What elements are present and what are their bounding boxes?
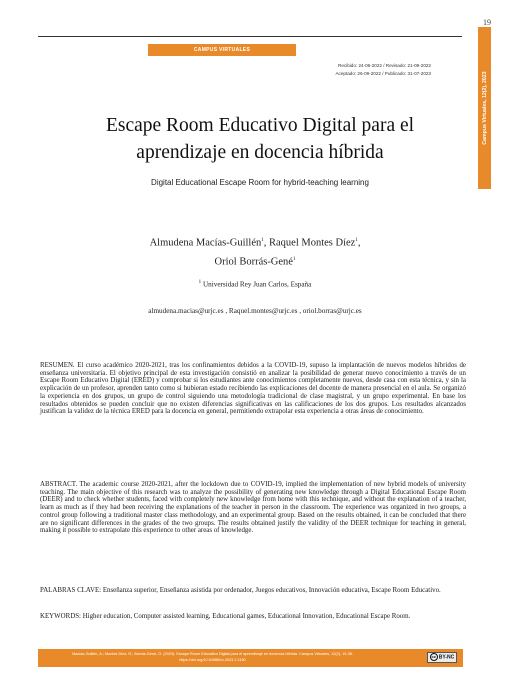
header-rule	[38, 36, 462, 37]
author-list: Almudena Macías-Guillén$^1$, Raquel Montes Díez$^1$, Oriol Borrás-Gené$^1$	[149, 237, 361, 267]
author-name: Almudena Macías-Guillén	[149, 237, 262, 249]
affiliation-mark: 1	[355, 238, 358, 243]
publication-dates	[335, 62, 431, 77]
page-number: 19	[483, 18, 491, 27]
section-tab: CAMPUS VIRTUALES	[148, 44, 296, 56]
affiliation-text: Universidad Rey Juan Carlos, España	[202, 280, 312, 289]
resumen-label: RESUMEN.	[40, 362, 75, 369]
license-badge	[427, 652, 457, 663]
article-subtitle: Digital Educational Escape Room for hybrid-teaching learning	[151, 178, 369, 187]
affiliation-mark: 1	[198, 280, 202, 285]
dates-accepted-published: Aceptado: 26-09-2022 / Publicado: 31-07-2023	[335, 70, 431, 76]
article-title: Escape Room Educativo Digital para el aprendizaje en docencia híbrida	[105, 115, 415, 163]
affiliation	[70, 280, 440, 288]
cc-icon: cc	[431, 654, 436, 659]
resumen-paragraph	[40, 362, 466, 416]
abstract-label: ABSTRACT.	[40, 481, 78, 488]
abstract-text: The academic course 2020-2021, after the lockdown due to COVID-19, implied the implementation of new hybrid models of university teaching. The main objective of this research was to analyze the possibility of generating new knowledge through a Digital Educational Escape Room (DEER) and to check whether students, faced with completely new knowledge from home with this technique, and without the explanation of a teacher, learn as much as if they had been receiving the explanations of the teacher in person in the classroom. The experience was organized in two groups, a control group following a traditional master class methodology, and an experimental group. Based on the results obtained, it can be concluded that there are no significant differences in the grades of the two groups. The results obtained justify the validity of the DEER technique for teaching in general, making it possible to extrapolate this experience to other areas of knowledge.	[40, 481, 466, 535]
palabras-clave-paragraph	[40, 587, 466, 595]
citation-text: Macías-Guillén, A.; Montes Díez, R.; Borrás-Gené, O. (2023). Escape Room Educativo Digital para el aprendizaje en docencia híbrida. Campus Virtuales, 12(2), 19-38. https://doi.org/10.54988/cv.2023.2.1160	[72, 652, 353, 662]
author-emails: almudena.macias@urjc.es , Raquel.montes@urjc.es , oriol.borras@urjc.es	[148, 307, 362, 315]
dates-received-revised: Recibido: 24-06-2022 / Revisado: 21-09-2022	[338, 63, 431, 68]
keywords-paragraph	[40, 613, 466, 621]
affiliation-mark: 1	[292, 256, 296, 262]
affiliation-mark: 1	[261, 238, 264, 243]
keywords-text: Higher education, Computer assisted learning, Educational games, Educational Innovation, Educational Escape Room.	[82, 613, 411, 620]
resumen-text: El curso académico 2020-2021, tras los confinamientos debidos a la COVID-19, supuso la implantación de nuevos modelos híbridos de enseñanza universitaria. El objetivo principal de esta investigación consistió en analizar la posibilidad de generar nuevo conocimiento a través de un Escape Room Educativo Digital (ERED) y comprobar si los estudiantes ante conocimientos completamente nuevos, desde casa con esta técnica, y sin la explicación de un profesor, aprenden tanto como si hubieran estado recibiendo las explicaciones del docente de manera presencial en el aula. Se organizó la experiencia en dos grupos, un grupo de control siguiendo una metodología tradicional de clase magistral, y un grupo experimental. En base los resultados obtenidos se pueden concluir que no existen diferencias significativas en las calificaciones de los dos grupos. Los resultados alcanzados justifican la validez de la técnica ERED para la docencia en general, permitiendo extrapolar esta experiencia a otras áreas de conocimiento.	[40, 362, 466, 416]
journal-side-label: Campus Virtuales, 12(2), 2023	[481, 71, 488, 145]
keywords-label: KEYWORDS:	[40, 613, 81, 620]
license-label: BY-NC	[438, 654, 455, 661]
journal-side-band	[478, 27, 491, 189]
palabras-clave-text: Enseñanza superior, Enseñanza asistida por ordenador, Juegos educativos, Innovación educativa, Escape Room Educativo.	[102, 587, 441, 594]
palabras-clave-label: PALABRAS CLAVE:	[40, 587, 102, 594]
abstract-paragraph	[40, 481, 466, 535]
author-name: Oriol Borrás-Gené	[214, 256, 293, 267]
author-name: Raquel Montes Díez	[269, 237, 356, 249]
citation-footer	[38, 649, 463, 667]
